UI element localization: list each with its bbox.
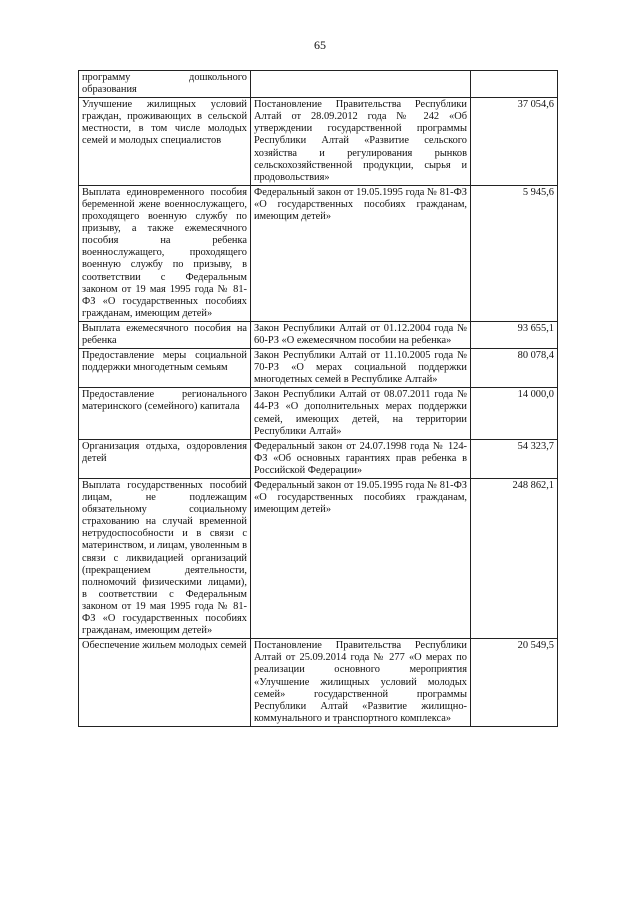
measure-name-cell: Обеспечение жильем молодых семей xyxy=(79,639,251,727)
measure-name-cell: Предоставление регионального материнского (семейного) капитала xyxy=(79,388,251,439)
measure-name-cell: Предоставление меры социальной поддержки многодетным семьям xyxy=(79,349,251,388)
table-row xyxy=(79,639,558,727)
measure-name-cell: Выплата государственных пособий лицам, не подлежащим обязательному социальному страхованию на случай временной нетрудоспособности и в связи с материнством, и лицам, уволенным в связи с ликвидацией организаций (прекращением деятельности, полномочий физическими лицами), в соответствии с Федеральным законом от 19 мая 1995 года № 81-ФЗ «О государственных пособиях гражданам, имеющим детей» xyxy=(79,479,251,639)
table-row xyxy=(79,439,558,478)
amount-cell xyxy=(471,71,558,98)
measure-name-cell: Выплата единовременного пособия беременной жене военнослужащего, проходящего военную службу по призыву, а также ежемесячного пособия на ребенка военнослужащего, проходящего военную службу по призыву, в соответствии с Федеральным законом от 19 мая 1995 года № 81-ФЗ «О государственных пособиях гражданам, имеющим детей» xyxy=(79,185,251,321)
table-row xyxy=(79,349,558,388)
table-row xyxy=(79,71,558,98)
measure-name-cell: Улучшение жилищных условий граждан, проживающих в сельской местности, в том числе молодых семей и молодых специалистов xyxy=(79,98,251,186)
legal-basis-cell: Федеральный закон от 19.05.1995 года № 81-ФЗ «О государственных пособиях гражданам, имеющим детей» xyxy=(251,479,471,639)
table-row xyxy=(79,185,558,321)
amount-cell: 54 323,7 xyxy=(471,439,558,478)
legal-basis-cell: Федеральный закон от 24.07.1998 года № 124-ФЗ «Об основных гарантиях прав ребенка в Российской Федерации» xyxy=(251,439,471,478)
amount-cell: 20 549,5 xyxy=(471,639,558,727)
amount-cell: 5 945,6 xyxy=(471,185,558,321)
table-row xyxy=(79,479,558,639)
amount-cell: 80 078,4 xyxy=(471,349,558,388)
measure-name-cell: Организация отдыха, оздоровления детей xyxy=(79,439,251,478)
measure-name-cell: Выплата ежемесячного пособия на ребенка xyxy=(79,321,251,348)
table-row xyxy=(79,98,558,186)
amount-cell: 93 655,1 xyxy=(471,321,558,348)
legal-basis-cell xyxy=(251,71,471,98)
amount-cell: 14 000,0 xyxy=(471,388,558,439)
table-row xyxy=(79,321,558,348)
legal-basis-cell: Закон Республики Алтай от 11.10.2005 года № 70-РЗ «О мерах социальной поддержки многодетных семей в Республике Алтай» xyxy=(251,349,471,388)
legal-basis-cell: Постановление Правительства Республики Алтай от 28.09.2012 года № 242 «Об утверждении государственной программы Республики Алтай «Развитие сельского хозяйства и регулирования рынков сельскохозяйственной продукции, сырья и продовольствия» xyxy=(251,98,471,186)
page-number: 65 xyxy=(314,38,326,52)
measure-name-cell: программу дошкольного образования xyxy=(79,71,251,98)
legal-basis-cell: Федеральный закон от 19.05.1995 года № 81-ФЗ «О государственных пособиях гражданам, имеющим детей» xyxy=(251,185,471,321)
amount-cell: 248 862,1 xyxy=(471,479,558,639)
budget-table xyxy=(78,70,558,727)
table-row xyxy=(79,388,558,439)
legal-basis-cell: Постановление Правительства Республики Алтай от 25.09.2014 года № 277 «О мерах по реализации основного мероприятия «Улучшение жилищных условий молодых семей» государственной программы Республики Алтай «Развитие жилищно-коммунального и транспортного комплекса» xyxy=(251,639,471,727)
legal-basis-cell: Закон Республики Алтай от 01.12.2004 года № 60-РЗ «О ежемесячном пособии на ребенка» xyxy=(251,321,471,348)
amount-cell: 37 054,6 xyxy=(471,98,558,186)
legal-basis-cell: Закон Республики Алтай от 08.07.2011 года № 44-РЗ «О дополнительных мерах поддержки семей, имеющих детей, на территории Республики Алтай» xyxy=(251,388,471,439)
